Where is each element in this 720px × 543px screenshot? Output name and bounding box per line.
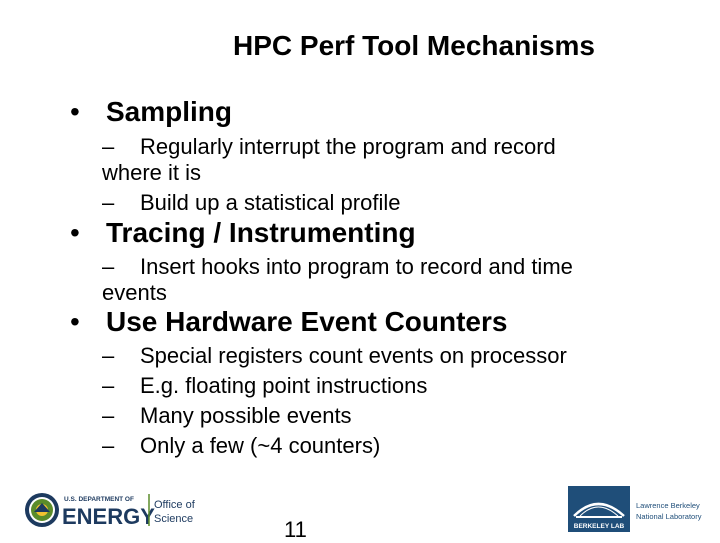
lab-name-line2: National Laboratory bbox=[636, 512, 702, 521]
berkeley-lab-logo bbox=[568, 486, 708, 532]
dash: – bbox=[102, 190, 115, 215]
sub-item bbox=[102, 134, 556, 160]
slide-title: HPC Perf Tool Mechanisms bbox=[233, 30, 596, 61]
bullet-sampling bbox=[70, 96, 232, 128]
bullet-dot: • bbox=[70, 217, 80, 248]
sampling-subitems bbox=[102, 134, 556, 216]
bullet-dot: • bbox=[70, 306, 80, 337]
bullet-hardware-counters bbox=[70, 306, 507, 338]
dash: – bbox=[102, 343, 115, 368]
sub-item-text: Build up a statistical profile bbox=[140, 190, 401, 215]
sub-item-text: E.g. floating point instructions bbox=[140, 373, 428, 398]
office-of-text: Office of bbox=[154, 499, 195, 511]
sub-item-text: Special registers count events on processor bbox=[140, 343, 567, 368]
doe-energy-text: ENERGY bbox=[62, 504, 155, 529]
doe-office-of-science-logo bbox=[24, 490, 214, 530]
berkeley-lab-text: BERKELEY LAB bbox=[573, 523, 625, 530]
dash: – bbox=[102, 433, 115, 458]
sub-item bbox=[102, 431, 567, 461]
sub-item bbox=[102, 371, 567, 401]
sub-item-text: Only a few (~4 counters) bbox=[140, 433, 381, 458]
sub-item bbox=[102, 190, 556, 216]
bullet-label: Sampling bbox=[106, 96, 233, 127]
sub-item-text: Many possible events bbox=[140, 403, 352, 428]
dash: – bbox=[102, 254, 115, 279]
dash: – bbox=[102, 373, 115, 398]
sub-item-continuation: where it is bbox=[102, 160, 202, 185]
hardware-subitems bbox=[102, 341, 567, 461]
doe-seal-icon bbox=[25, 493, 59, 527]
bullet-dot: • bbox=[70, 96, 80, 127]
page-number: 11 bbox=[284, 517, 307, 542]
science-text: Science bbox=[154, 513, 194, 525]
doe-small-text: U.S. DEPARTMENT OF bbox=[64, 496, 134, 503]
sub-item-text: Regularly interrupt the program and record bbox=[140, 134, 556, 159]
dash: – bbox=[102, 134, 115, 159]
sub-item bbox=[102, 254, 573, 280]
bullet-tracing bbox=[70, 217, 416, 249]
sub-item-continuation: events bbox=[102, 280, 167, 305]
dash: – bbox=[102, 403, 115, 428]
lab-name-line1: Lawrence Berkeley bbox=[636, 501, 700, 510]
bullet-label: Tracing / Instrumenting bbox=[106, 217, 416, 248]
tracing-subitems bbox=[102, 254, 573, 306]
sub-item-text: Insert hooks into program to record and time bbox=[140, 254, 573, 279]
sub-item bbox=[102, 401, 567, 431]
bullet-label: Use Hardware Event Counters bbox=[106, 306, 508, 337]
sub-item bbox=[102, 341, 567, 371]
